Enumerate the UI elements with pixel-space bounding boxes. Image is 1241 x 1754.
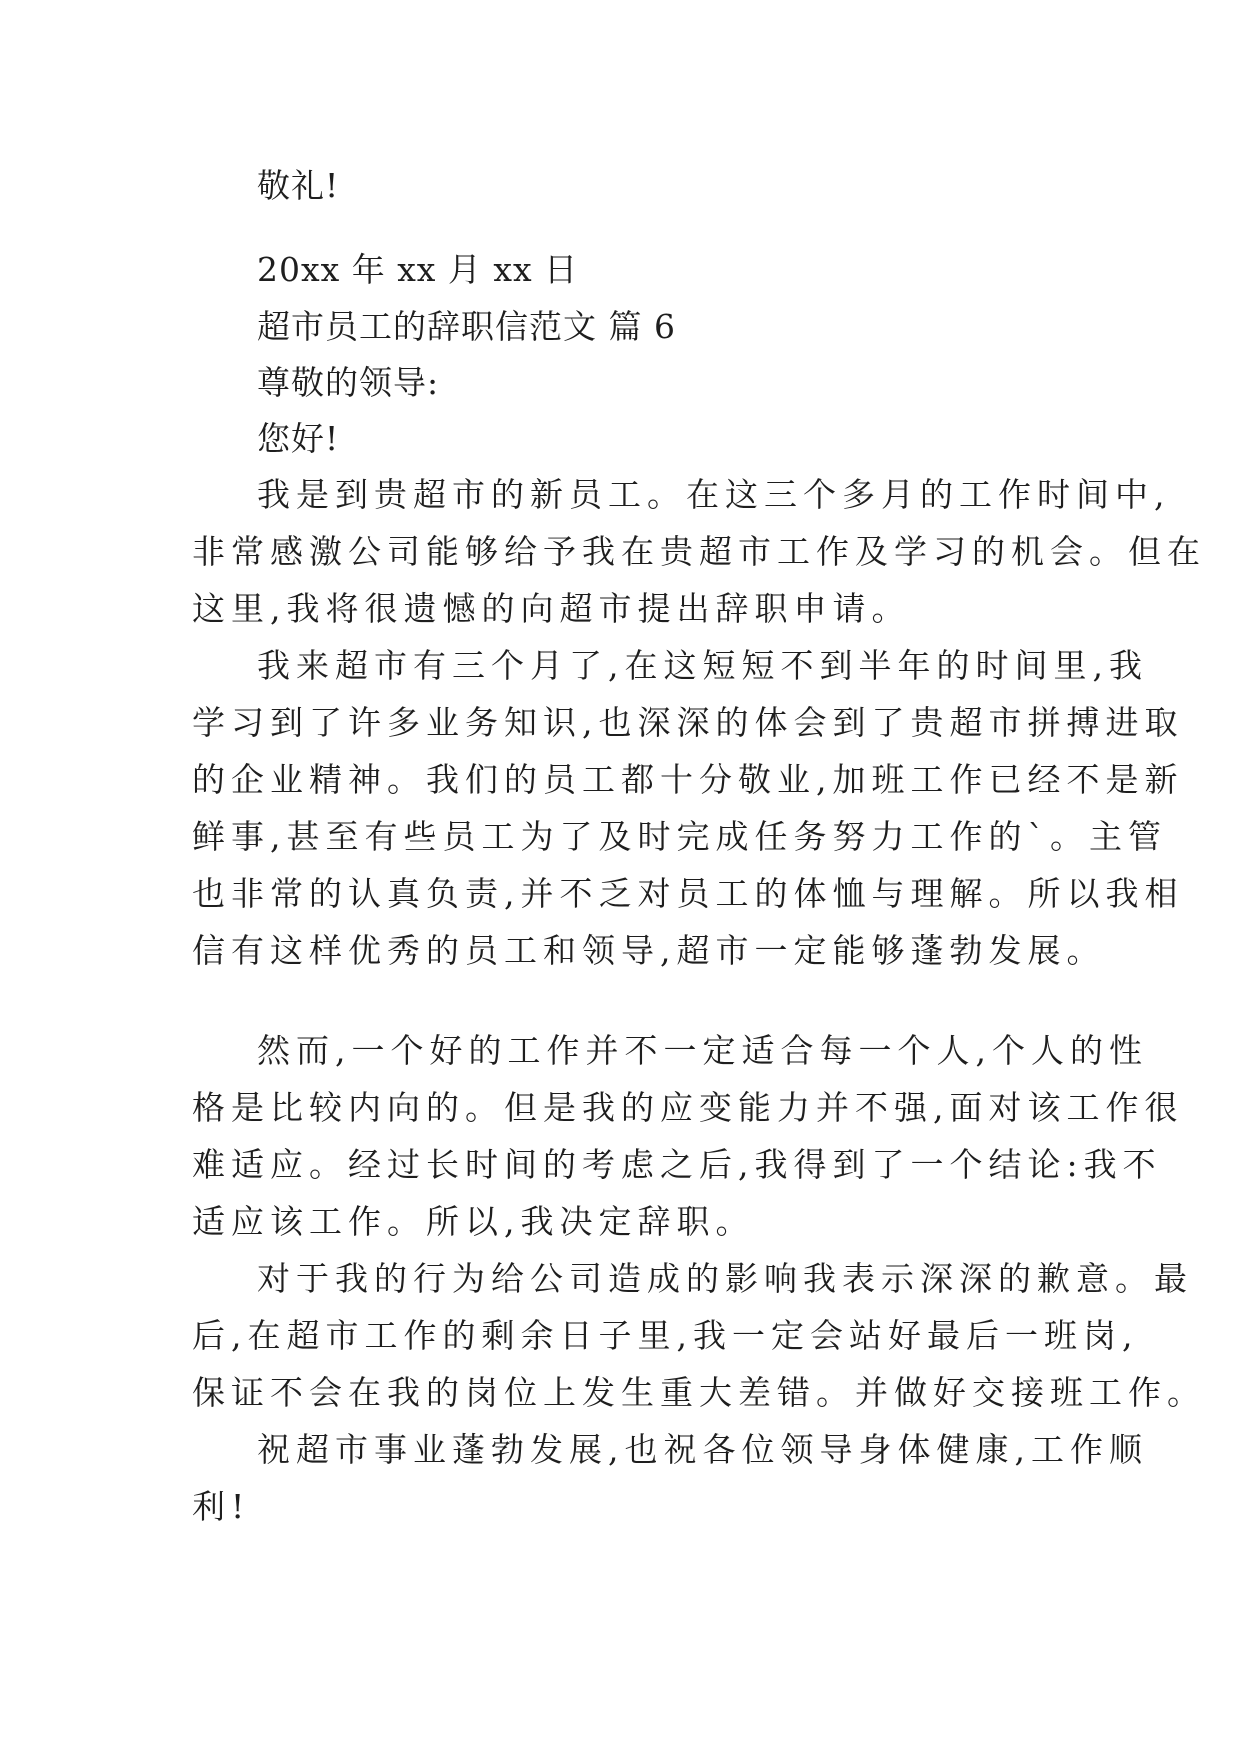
greeting: 您好! xyxy=(257,419,340,458)
paragraph-line: 非常感激公司能够给予我在贵超市工作及学习的机会。但在 xyxy=(192,532,1206,571)
paragraph-line: 鲜事,甚至有些员工为了及时完成任务努力工作的`。主管 xyxy=(192,817,1167,856)
closing-text: 敬礼! xyxy=(257,166,340,205)
paragraph-line: 这里,我将很遗憾的向超市提出辞职申请。 xyxy=(192,589,911,628)
paragraph-line: 对于我的行为给公司造成的影响我表示深深的歉意。最 xyxy=(257,1259,1193,1298)
paragraph-line: 难适应。经过长时间的考虑之后,我得到了一个结论:我不 xyxy=(192,1145,1162,1184)
paragraph-line: 祝超市事业蓬勃发展,也祝各位领导身体健康,工作顺 xyxy=(257,1430,1148,1469)
salutation: 尊敬的领导: xyxy=(257,363,440,402)
section-title: 超市员工的辞职信范文 篇 6 xyxy=(257,307,676,346)
paragraph-line: 我是到贵超市的新员工。在这三个多月的工作时间中, xyxy=(257,475,1171,514)
paragraph-line: 也非常的认真负责,并不乏对员工的体恤与理解。所以我相 xyxy=(192,874,1184,913)
date-text: 20xx 年 xx 月 xx 日 xyxy=(257,250,579,289)
paragraph-line: 学习到了许多业务知识,也深深的体会到了贵超市拼搏进取 xyxy=(192,703,1184,742)
paragraph-line: 我来超市有三个月了,在这短短不到半年的时间里,我 xyxy=(257,646,1148,685)
paragraph-line: 后,在超市工作的剩余日子里,我一定会站好最后一班岗, xyxy=(192,1316,1139,1355)
paragraph-line: 的企业精神。我们的员工都十分敬业,加班工作已经不是新 xyxy=(192,760,1184,799)
paragraph-line: 信有这样优秀的员工和领导,超市一定能够蓬勃发展。 xyxy=(192,931,1106,970)
paragraph-line: 利! xyxy=(192,1487,251,1526)
paragraph-line: 格是比较内向的。但是我的应变能力并不强,面对该工作很 xyxy=(192,1088,1184,1127)
paragraph-line: 然而,一个好的工作并不一定适合每一个人,个人的性 xyxy=(257,1031,1148,1070)
paragraph-line: 保证不会在我的岗位上发生重大差错。并做好交接班工作。 xyxy=(192,1373,1206,1412)
paragraph-line: 适应该工作。所以,我决定辞职。 xyxy=(192,1202,755,1241)
